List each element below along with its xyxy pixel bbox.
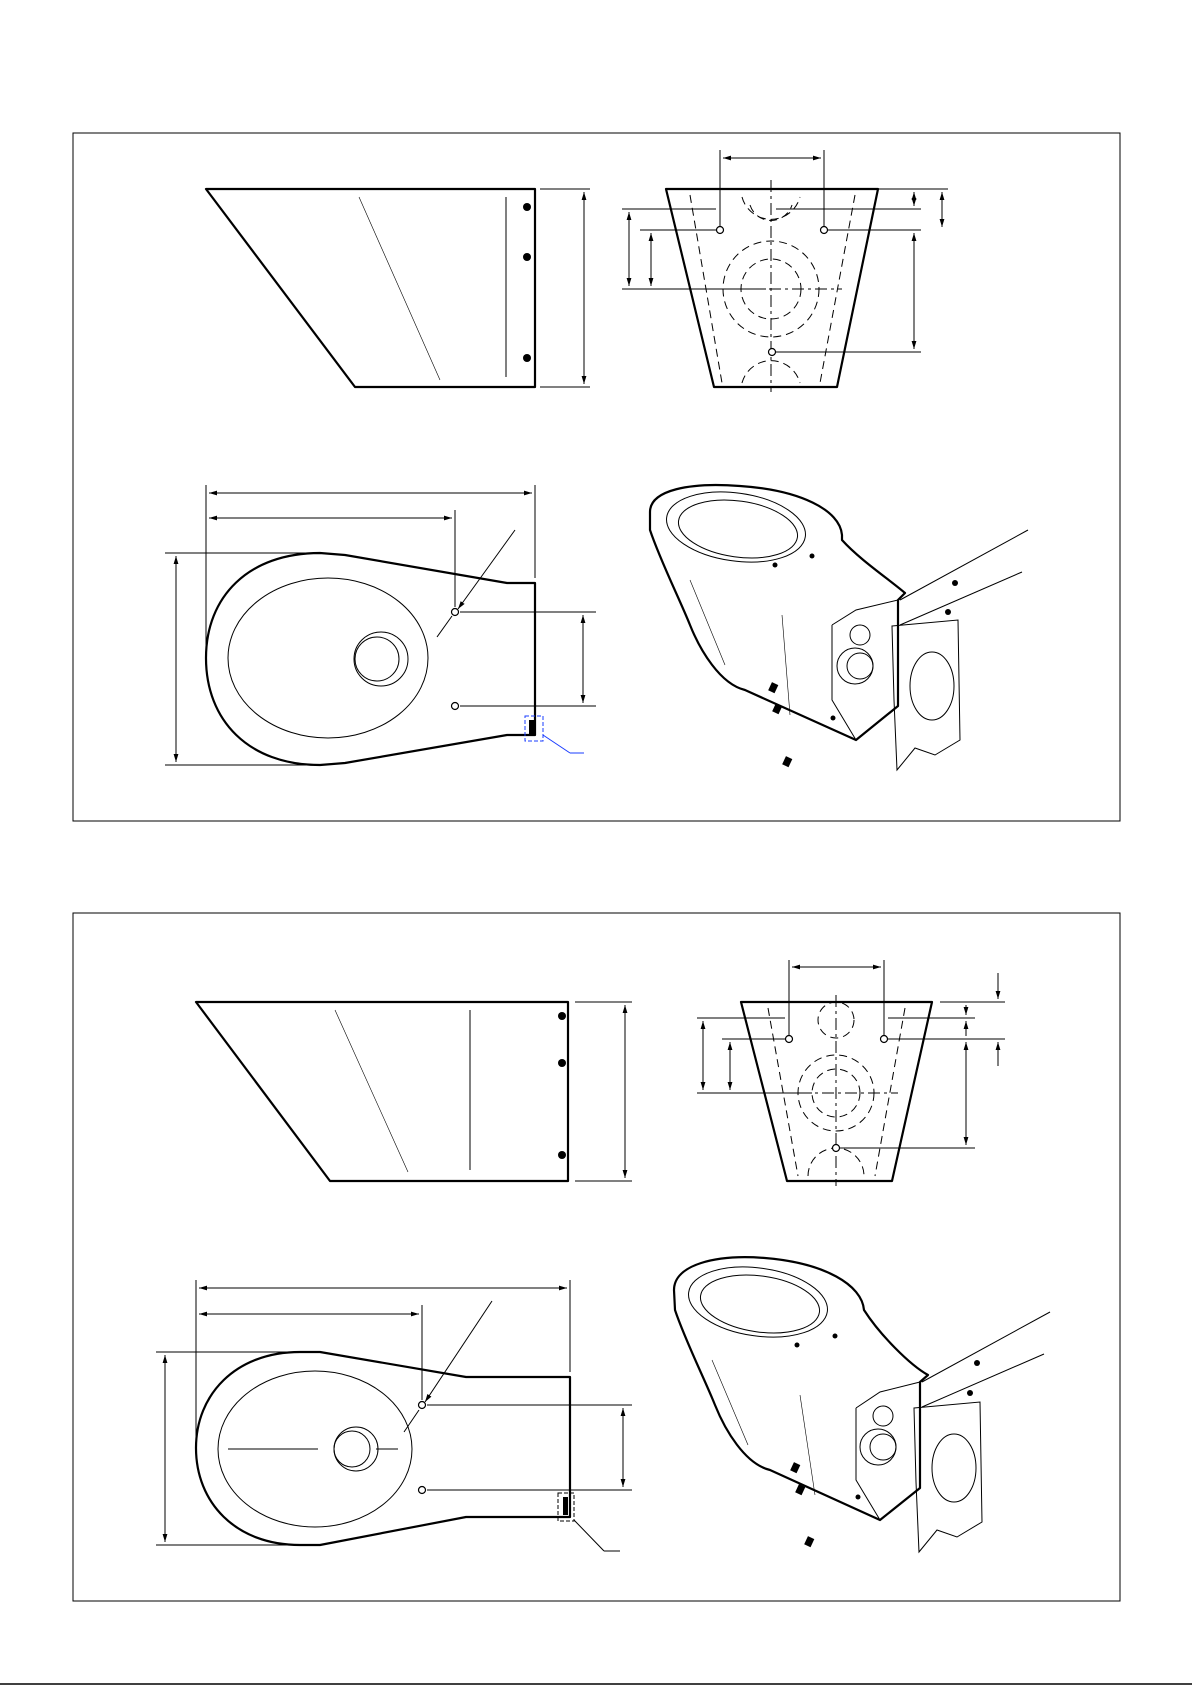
rear-elevation-view xyxy=(697,960,1005,1186)
side-elevation-view xyxy=(196,1002,632,1181)
rear-elevation-view xyxy=(622,150,948,392)
isometric-view xyxy=(650,484,1028,770)
panel-frame-lower xyxy=(73,913,1120,1601)
plan-view xyxy=(165,485,596,765)
panel-frame-upper xyxy=(73,133,1120,821)
isometric-view xyxy=(674,1257,1050,1552)
side-elevation-view xyxy=(206,189,590,387)
panel-lower xyxy=(73,913,1120,1601)
panel-upper xyxy=(73,133,1120,821)
plan-view xyxy=(156,1280,632,1551)
